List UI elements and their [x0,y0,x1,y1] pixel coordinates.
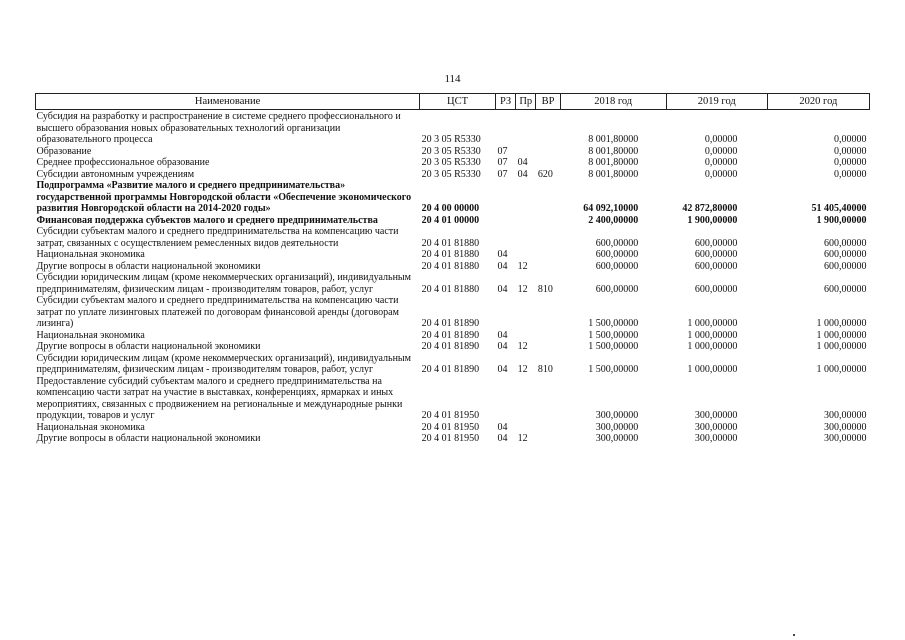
table-row [36,110,870,146]
cell-vr [536,433,560,445]
cell-y2020: 300,00000 [824,410,867,421]
header-2018: 2018 год [560,94,666,110]
header-name: Наименование [36,94,420,110]
cell-y2019: 1 900,00000 [687,214,738,226]
cell-y2020: 600,00000 [824,249,867,260]
cell-y2020: 600,00000 [824,283,867,295]
table-row [36,422,870,434]
cell-vr [536,330,560,342]
cell-cst: 20 4 01 81890 [421,318,480,329]
cell-name: Субсидии автономным учреждениям [36,168,195,180]
cell-y2019: 600,00000 [694,249,738,260]
cell-y2018: 2 400,00000 [588,214,639,226]
cell-name: Другие вопросы в области национальной экономики [36,260,261,272]
table-row [36,226,870,249]
cell-name: Подпрограмма «Развитие малого и среднего предпринимательства» государственной программы Новгородской области «Обеспечение экономического развития Новгородской области на 2014-2020 годы» [36,180,412,214]
cell-y2019: 300,00000 [694,410,738,421]
cell-pr: 12 [517,364,528,375]
cell-y2019: 0,00000 [704,145,738,157]
cell-vr [536,261,560,273]
cell-rz: 04 [497,421,508,433]
cell-y2020: 0,00000 [834,134,867,145]
cell-vr [536,341,560,353]
cell-y2019: 1 000,00000 [687,329,738,341]
page-number: 114 [444,73,461,85]
cell-vr [536,157,560,169]
cell-y2018: 1 500,00000 [588,364,639,375]
cell-vr [536,249,560,261]
cell-pr: 04 [517,168,528,180]
cell-y2018: 600,00000 [595,260,639,272]
cell-rz: 07 [497,157,508,168]
cell-pr [516,146,536,158]
cell-y2018: 300,00000 [595,410,639,421]
cell-pr: 12 [517,433,528,444]
cell-y2019: 300,00000 [694,433,738,444]
cell-y2019: 600,00000 [694,237,738,249]
table-header-row [36,94,870,110]
header-2019: 2019 год [666,94,767,110]
header-2020: 2020 год [767,94,869,110]
table-row [36,180,870,215]
cell-name: Среднее профессиональное образование [36,157,210,168]
cell-y2018: 600,00000 [595,237,639,249]
cell-y2018: 8 001,80000 [588,145,639,157]
table-row [36,215,870,227]
cell-y2019: 600,00000 [694,283,738,295]
cell-y2020: 1 000,00000 [816,341,867,352]
cell-y2019: 1 000,00000 [687,318,738,329]
cell-pr: 12 [517,260,528,272]
cell-y2020: 300,00000 [824,433,867,444]
cell-cst: 20 4 01 81890 [421,341,480,352]
cell-pr [516,226,536,249]
cell-cst: 20 3 05 R5330 [421,157,481,168]
cell-rz [495,215,515,227]
cell-vr [536,376,560,422]
cell-cst: 20 4 01 81950 [421,421,480,433]
cell-y2018: 8 001,80000 [588,157,639,168]
cell-y2019: 0,00000 [704,134,738,145]
cell-cst: 20 4 01 81880 [421,283,480,295]
cell-y2019: 300,00000 [694,421,738,433]
cell-y2018: 1 500,00000 [588,341,639,352]
cell-pr [516,249,536,261]
cell-vr [536,146,560,158]
table-row [36,157,870,169]
cell-rz: 04 [497,433,508,444]
cell-pr: 12 [517,341,528,352]
cell-cst: 20 4 01 81880 [421,249,480,260]
cell-cst: 20 4 01 81890 [421,364,480,375]
cell-cst: 20 4 01 81880 [421,237,480,249]
cell-cst: 20 3 05 R5330 [421,145,481,157]
cell-y2020: 1 000,00000 [816,318,867,329]
cell-y2018: 300,00000 [595,433,639,444]
cell-pr [516,330,536,342]
cell-pr [516,110,536,146]
cell-vr: 810 [537,283,553,295]
cell-cst: 20 3 05 R5330 [421,168,481,180]
header-pr: Пр [516,94,536,110]
cell-cst: 20 4 01 00000 [421,214,480,226]
table-row [36,295,870,330]
cell-name: Национальная экономика [36,421,145,433]
budget-table [35,93,870,445]
header-cst: ЦСТ [420,94,496,110]
header-vr: ВР [536,94,560,110]
cell-name: Другие вопросы в области национальной экономики [36,433,261,444]
cell-y2019: 42 872,80000 [682,203,738,214]
cell-vr [536,215,560,227]
cell-name: Субсидии субъектам малого и среднего предпринимательства на компенсацию части затрат, связанных с осуществлением ремесленных видов деятельности [36,226,399,249]
cell-rz: 04 [497,341,508,352]
cell-y2020: 600,00000 [824,260,867,272]
table-row [36,353,870,376]
cell-name: Образование [36,145,92,157]
cell-y2018: 8 001,80000 [588,168,639,180]
cell-vr [536,226,560,249]
cell-cst: 20 4 01 81950 [421,410,480,421]
cell-y2019: 1 000,00000 [687,364,738,375]
cell-pr: 04 [517,157,528,168]
cell-cst: 20 4 01 81890 [421,329,480,341]
cell-pr [516,376,536,422]
table-body [36,110,870,445]
table-row [36,341,870,353]
table-row [36,272,870,295]
cell-name: Финансовая поддержка субъектов малого и среднего предпринимательства [36,214,378,226]
cell-y2020: 1 000,00000 [816,364,867,375]
header-rz: РЗ [495,94,515,110]
table-row [36,376,870,422]
cell-rz: 07 [497,145,508,157]
cell-y2020: 600,00000 [824,237,867,249]
cell-cst: 20 4 01 81880 [421,260,480,272]
cell-rz: 04 [497,260,508,272]
cell-name: Субсидии юридическим лицам (кроме некоммерческих организаций), индивидуальным предпринимателям, физическим лицам - производителям товаров, работ, услуг [36,272,411,295]
cell-y2018: 8 001,80000 [588,134,639,145]
cell-rz [495,110,515,146]
cell-vr: 620 [537,168,553,180]
cell-pr [516,215,536,227]
cell-pr [516,180,536,215]
cell-vr [536,180,560,215]
cell-pr [516,422,536,434]
cell-vr [536,295,560,330]
table-row [36,249,870,261]
cell-vr [536,422,560,434]
cell-rz [495,376,515,422]
cell-pr: 12 [517,283,528,295]
cell-vr [536,110,560,146]
cell-y2020: 1 000,00000 [816,329,867,341]
cell-rz [495,295,515,330]
cell-y2018: 64 092,10000 [583,203,639,214]
table-row [36,146,870,158]
cell-y2020: 0,00000 [834,157,867,168]
cell-rz [495,226,515,249]
cell-pr [516,295,536,330]
cell-y2018: 600,00000 [595,249,639,260]
cell-y2020: 1 900,00000 [816,214,867,226]
table-row [36,433,870,445]
cell-y2020: 51 405,40000 [811,203,867,214]
cell-rz: 04 [497,283,508,295]
cell-y2020: 0,00000 [834,168,867,180]
cell-rz: 04 [497,329,508,341]
cell-y2019: 1 000,00000 [687,341,738,352]
scan-mark [793,634,795,636]
cell-name: Субсидия на разработку и распространение в системе среднего профессионального и высшего образования новых образовательных технологий организации образовательного процесса [36,111,401,145]
cell-y2019: 600,00000 [694,260,738,272]
cell-name: Предоставление субсидий субъектам малого и среднего предпринимательства на компенсацию части затрат на участие в выставках, конференциях, ярмарках и иных мероприятиях, связанных с продвижением на региональные и международные рынки продукции, товаров и услуг [36,375,403,421]
cell-cst: 20 3 05 R5330 [421,134,481,145]
table-row [36,169,870,181]
table-row [36,261,870,273]
cell-name: Субсидии субъектам малого и среднего предпринимательства на компенсацию части затрат по уплате лизинговых платежей по договорам финансовой аренды (договорам лизинга) [36,295,399,329]
cell-y2020: 300,00000 [824,421,867,433]
cell-rz: 07 [497,168,508,180]
cell-rz: 04 [497,249,508,260]
cell-name: Субсидии юридическим лицам (кроме некоммерческих организаций), индивидуальным предпринимателям, физическим лицам - производителям товаров, работ, услуг [36,352,411,375]
cell-y2018: 1 500,00000 [588,329,639,341]
cell-y2018: 300,00000 [595,421,639,433]
cell-y2019: 0,00000 [704,168,738,180]
cell-y2019: 0,00000 [704,157,738,168]
cell-y2020: 0,00000 [834,145,867,157]
cell-name: Другие вопросы в области национальной экономики [36,341,261,352]
table-row [36,330,870,342]
cell-rz [495,180,515,215]
cell-name: Национальная экономика [36,249,145,260]
cell-rz: 04 [497,364,508,375]
cell-y2018: 600,00000 [595,283,639,295]
cell-name: Национальная экономика [36,329,145,341]
cell-cst: 20 4 00 00000 [421,203,480,214]
cell-cst: 20 4 01 81950 [421,433,480,444]
cell-vr: 810 [537,364,553,375]
cell-y2018: 1 500,00000 [588,318,639,329]
